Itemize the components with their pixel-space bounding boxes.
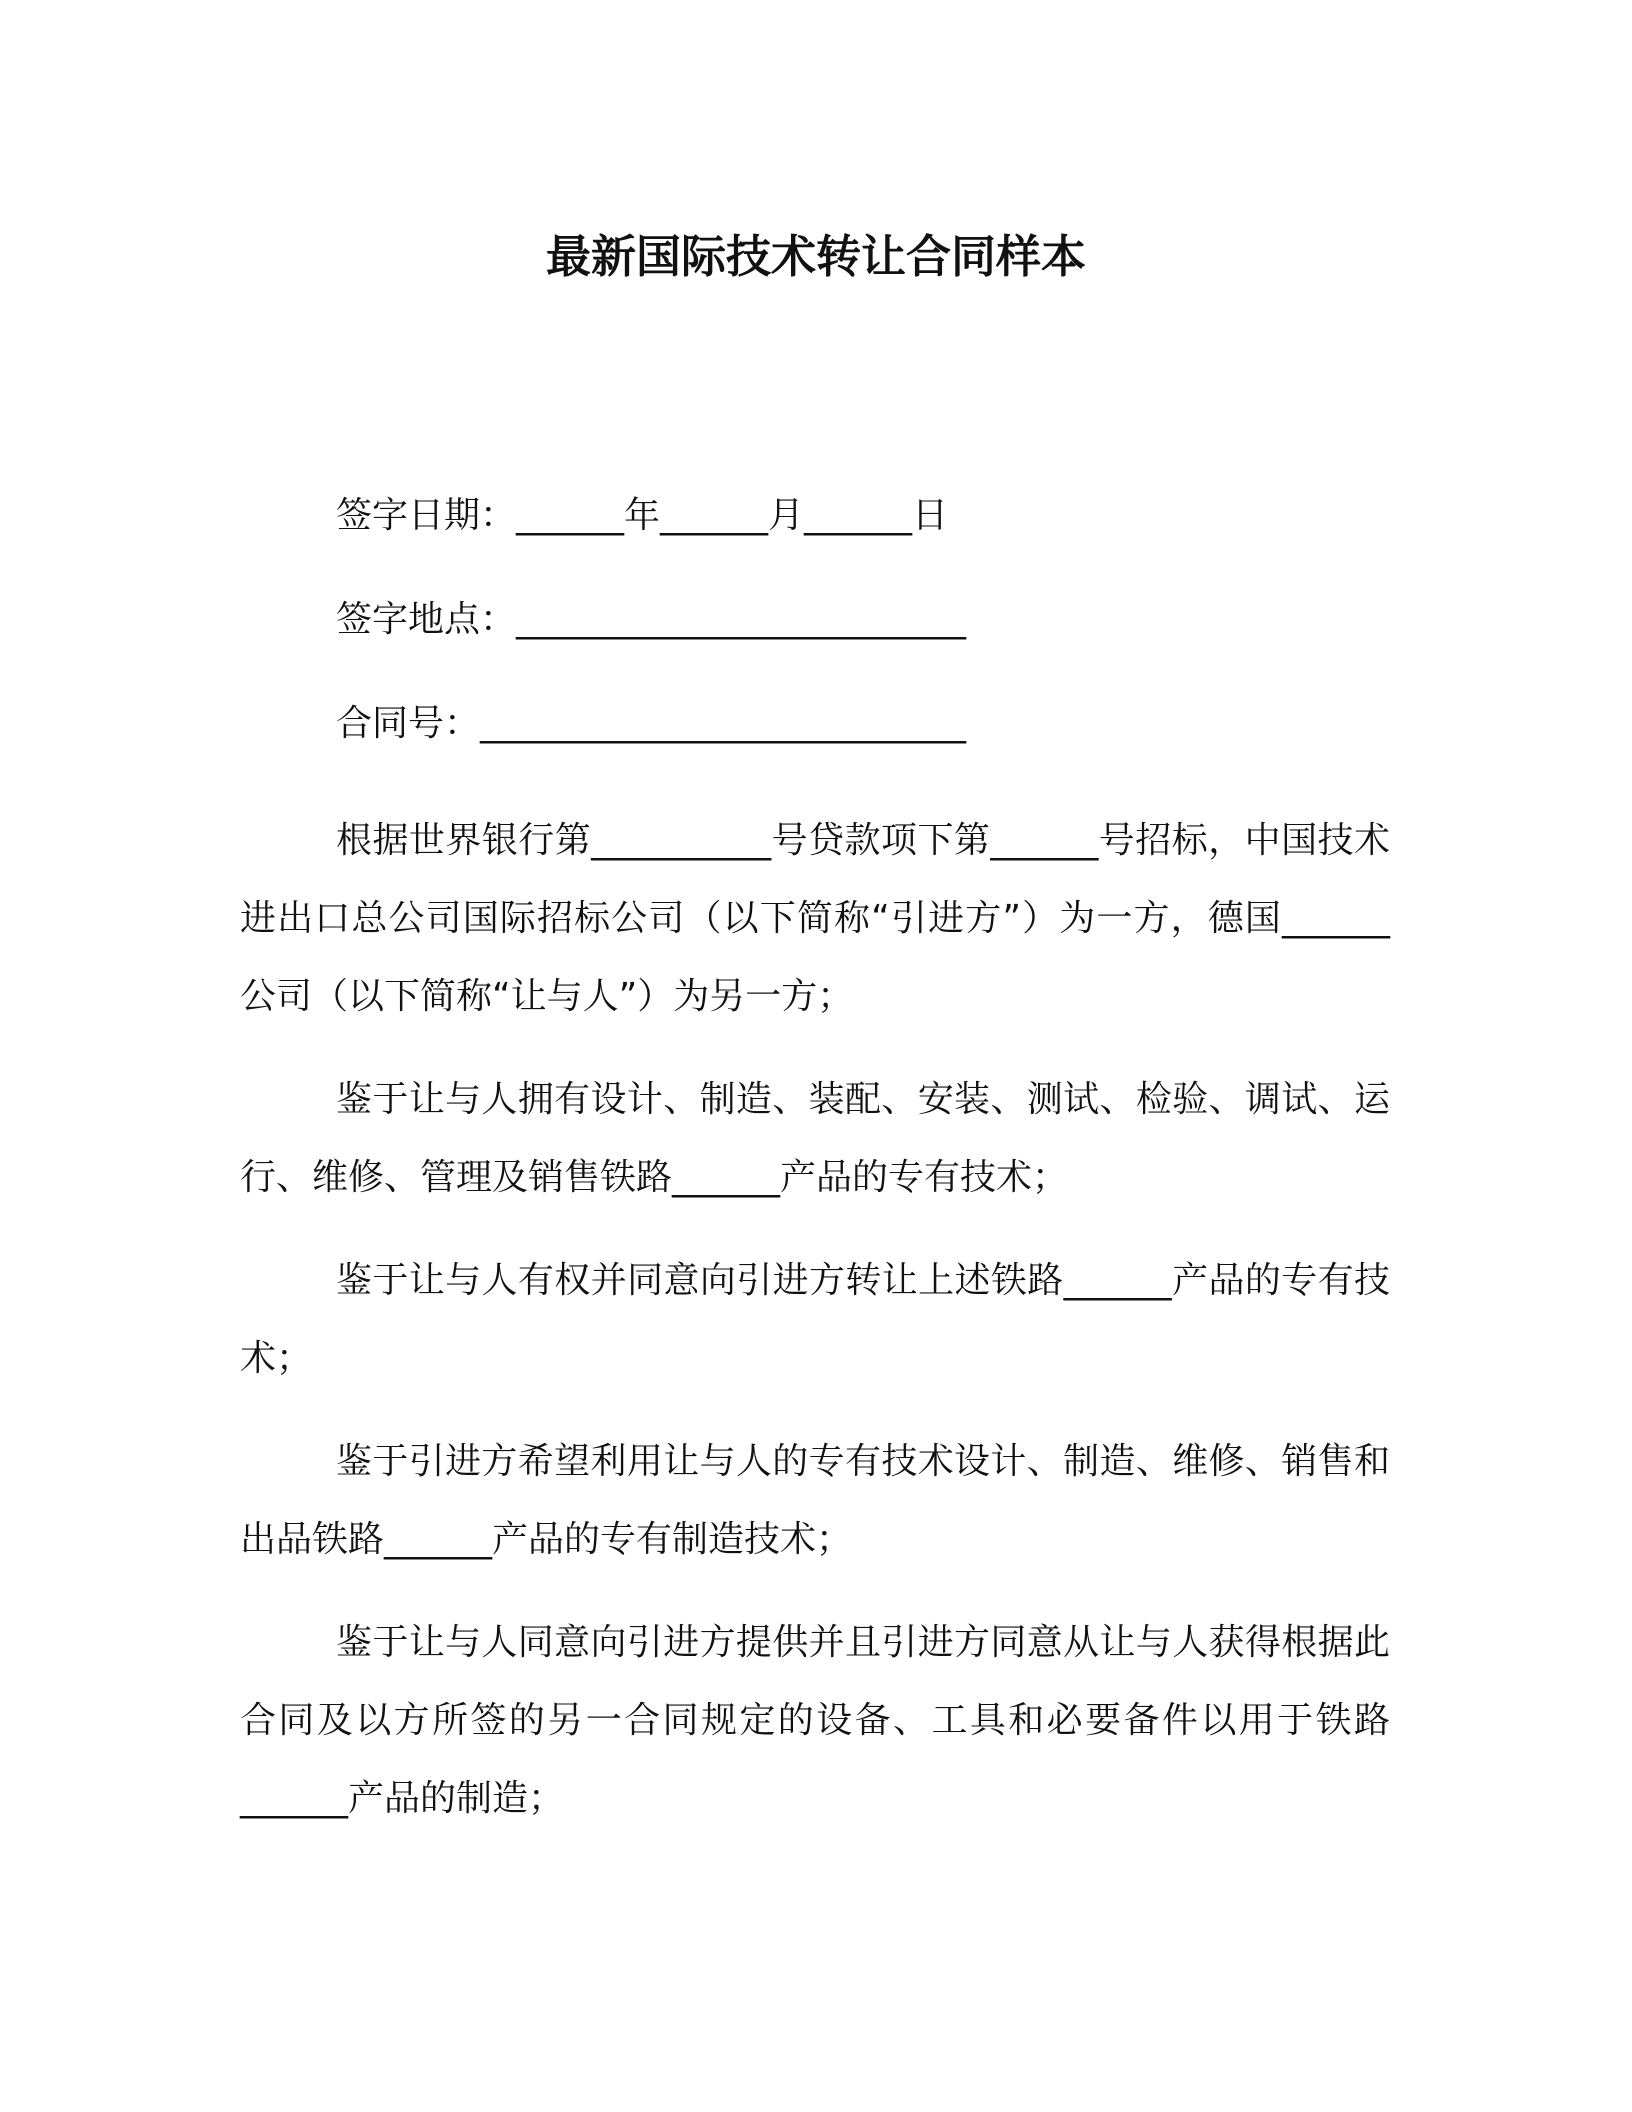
- contract-number-field: 合同号：___________________________: [336, 703, 967, 744]
- paragraph-parties: 根据世界银行第__________号贷款项下第______号招标，中国技术进出口总公司国际招标公司（以下简称“引进方”）为一方，德国______公司（以下简称“让与人”）为另一方；: [240, 820, 1390, 1017]
- paragraph-whereas-owns-technology: 鉴于让与人拥有设计、制造、装配、安装、测试、检验、调试、运行、维修、管理及销售铁路______产品的专有技术；: [240, 1079, 1390, 1198]
- sign-date-field: 签字日期：______年______月______日: [336, 495, 949, 536]
- sign-place-field: 签字地点：_________________________: [336, 599, 967, 640]
- paragraph-whereas-intends-use: 鉴于引进方希望利用让与人的专有技术设计、制造、维修、销售和出品铁路______产品的专有制造技术；: [240, 1441, 1390, 1560]
- paragraph-whereas-equipment-supply: 鉴于让与人同意向引进方提供并且引进方同意从让与人获得根据此合同及以方所签的另一合同规定的设备、工具和必要备件以用于铁路______产品的制造；: [240, 1622, 1390, 1819]
- paragraph-whereas-right-to-transfer: 鉴于让与人有权并同意向引进方转让上述铁路______产品的专有技术；: [240, 1260, 1390, 1379]
- document-body: [240, 490, 1390, 1863]
- document-title: 最新国际技术转让合同样本: [545, 230, 1086, 283]
